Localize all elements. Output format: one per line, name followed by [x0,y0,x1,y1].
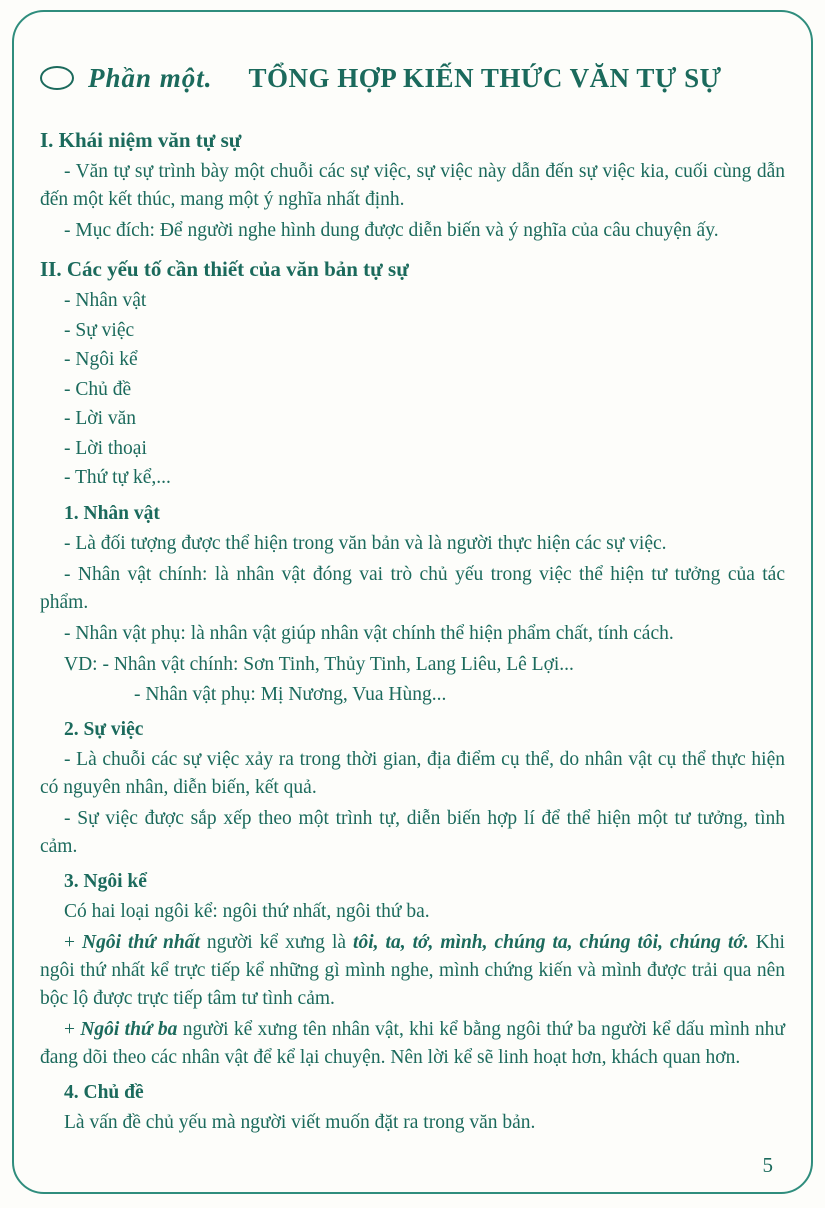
paragraph: - Mục đích: Để người nghe hình dung được diễn biến và ý nghĩa của câu chuyện ấy. [64,220,719,241]
paragraph: - Là chuỗi các sự việc xảy ra trong thời gian, địa điểm cụ thể, do nhân vật cụ thể thực hiện có nguyên nhân, diễn biến, kết quả. [40,748,785,798]
paragraph-first-person [40,929,785,1013]
list-item: - Thứ tự kể,... [64,467,171,488]
text-run: người kể xưng tên nhân vật, khi kể bằng ngôi thứ ba người kể dấu mình như đang dõi theo các nhân vật để kể lại chuyện. Nên lời kể sẽ linh hoạt hơn, khách quan hơn. [40,1018,785,1068]
example-line-main: VD: - Nhân vật chính: Sơn Tinh, Thủy Tinh, Lang Liêu, Lê Lợi... [64,653,574,675]
section-heading-2: II. Các yếu tố cần thiết của văn bản tự sự [40,257,409,281]
subsection-heading-ngoi-ke: 3. Ngôi kể [64,870,147,892]
text-run: Khi ngôi thứ nhất kể trực tiếp kể những gì mình nghe, mình chứng kiến và mình được trải qua nên bộc lộ được trực tiếp tâm tư tình cảm. [40,931,785,1009]
subsection-heading-su-viec: 2. Sự việc [64,718,144,740]
paragraph: - Là đối tượng được thể hiện trong văn bản và là người thực hiện các sự việc. [64,532,667,554]
term-first-person: Ngôi thứ nhất [82,931,200,953]
list-item: - Nhân vật [64,290,147,311]
paragraph: - Nhân vật phụ: là nhân vật giúp nhân vật chính thể hiện phẩm chất, tính cách. [64,622,674,644]
subsection-heading-chu-de: 4. Chủ đề [64,1081,144,1103]
paragraph: - Nhân vật chính: là nhân vật đóng vai trò chủ yếu trong việc thể hiện tư tưởng của tác phẩm. [40,563,785,613]
list-item: - Lời thoại [64,437,147,459]
page-number: 5 [762,1153,773,1177]
page-title: TỔNG HỢP KIẾN THỨC VĂN TỰ SỰ [248,63,722,93]
paragraph: - Văn tự sự trình bày một chuỗi các sự việc, sự việc này dẫn đến sự việc kia, cuối cùng dẫn đến một kết thúc, mang một ý nghĩa nhất định. [40,161,785,210]
plus-prefix: + [64,931,83,953]
paragraph-third-person [40,1016,785,1072]
paragraph: - Sự việc được sắp xếp theo một trình tự, diễn biến hợp lí để thể hiện một tư tưởng, tình cảm. [40,807,785,857]
paragraph: Có hai loại ngôi kể: ngôi thứ nhất, ngôi thứ ba. [64,900,430,922]
list-item: - Lời văn [64,408,137,429]
pronoun-list: tôi, ta, tớ, mình, chúng ta, chúng tôi, chúng tớ. [353,931,749,953]
paragraph: Là vấn đề chủ yếu mà người viết muốn đặt ra trong văn bản. [64,1111,536,1133]
page-content [40,64,785,1140]
term-third-person: Ngôi thứ ba [80,1018,178,1040]
list-item: - Ngôi kể [64,349,138,370]
section-heading-1: I. Khái niệm văn tự sự [40,128,242,152]
oval-marker-icon [40,66,74,90]
page-header [40,64,785,92]
list-item: - Sự việc [64,319,135,341]
list-item: - Chủ đề [64,378,132,400]
part-label: Phần một. [88,63,213,93]
subsection-heading-nhan-vat: 1. Nhân vật [64,502,160,524]
text-run: người kể xưng là [199,931,354,953]
example-line-sub: - Nhân vật phụ: Mị Nương, Vua Hùng... [134,683,447,705]
plus-prefix: + [64,1018,81,1040]
